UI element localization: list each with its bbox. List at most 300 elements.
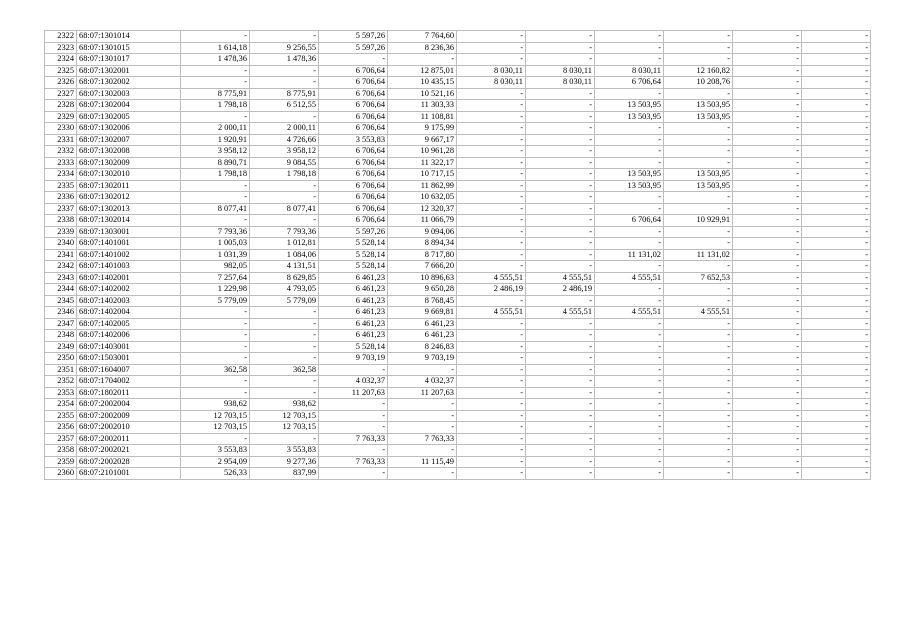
cadastral-number-cell: 68:07:1302007 [77,134,181,146]
row-number-cell: 2354 [45,399,77,411]
value-cell: 6 706,64 [595,77,664,89]
value-cell: - [664,341,733,353]
value-cell: 4 555,51 [526,272,595,284]
value-cell: 11 115,49 [388,456,457,468]
value-cell: - [457,387,526,399]
value-cell: 11 303,33 [388,100,457,112]
value-cell: - [802,330,871,342]
value-cell: - [733,410,802,422]
row-number-cell: 2351 [45,364,77,376]
value-cell: - [526,134,595,146]
value-cell: - [526,456,595,468]
value-cell: - [250,387,319,399]
value-cell: - [802,341,871,353]
value-cell: - [733,456,802,468]
value-cell: 6 706,64 [319,157,388,169]
value-cell: - [457,31,526,43]
value-cell: 10 208,76 [664,77,733,89]
value-cell: - [250,330,319,342]
value-cell: - [526,157,595,169]
value-cell: 12 703,15 [181,422,250,434]
value-cell: - [595,192,664,204]
value-cell: - [595,261,664,273]
value-cell: - [526,468,595,480]
value-cell: 5 528,14 [319,249,388,261]
row-number-cell: 2348 [45,330,77,342]
table-row [45,169,871,181]
value-cell: 11 862,99 [388,180,457,192]
cadastral-number-cell: 68:07:1402001 [77,272,181,284]
value-cell: - [457,249,526,261]
value-cell: 10 521,16 [388,88,457,100]
row-number-cell: 2334 [45,169,77,181]
value-cell: 6 461,23 [319,330,388,342]
table-row [45,364,871,376]
value-cell: 1 478,36 [181,54,250,66]
value-cell: - [733,100,802,112]
value-cell: 11 066,79 [388,215,457,227]
row-number-cell: 2357 [45,433,77,445]
value-cell: - [595,410,664,422]
value-cell: - [733,203,802,215]
value-cell: - [526,88,595,100]
value-cell: - [526,353,595,365]
value-cell: 6 706,64 [319,180,388,192]
value-cell: 526,33 [181,468,250,480]
value-cell: - [733,468,802,480]
value-cell: - [319,399,388,411]
value-cell: 9 277,36 [250,456,319,468]
row-number-cell: 2324 [45,54,77,66]
value-cell: - [250,341,319,353]
value-cell: 1 614,18 [181,42,250,54]
value-cell: - [457,433,526,445]
value-cell: 4 555,51 [664,307,733,319]
value-cell: - [388,468,457,480]
value-cell: 2 000,11 [250,123,319,135]
value-cell: 10 435,15 [388,77,457,89]
value-cell: - [250,77,319,89]
cadastral-number-cell: 68:07:1401001 [77,238,181,250]
value-cell: 3 553,83 [319,134,388,146]
value-cell: - [526,123,595,135]
cadastral-number-cell: 68:07:1402004 [77,307,181,319]
row-number-cell: 2341 [45,249,77,261]
value-cell: - [457,88,526,100]
value-cell: - [526,295,595,307]
value-cell: - [664,376,733,388]
value-cell: - [595,433,664,445]
value-cell: 4 726,66 [250,134,319,146]
cadastral-number-cell: 68:07:1302012 [77,192,181,204]
value-cell: 6 706,64 [319,203,388,215]
value-cell: 362,58 [250,364,319,376]
value-cell: 12 703,15 [250,410,319,422]
value-cell: 8 030,11 [457,77,526,89]
value-cell: - [526,341,595,353]
value-cell: - [733,272,802,284]
value-cell: 6 512,55 [250,100,319,112]
value-cell: - [664,146,733,158]
value-cell: 13 503,95 [664,180,733,192]
table-row [45,238,871,250]
value-cell: - [250,180,319,192]
cadastral-number-cell: 68:07:1301017 [77,54,181,66]
value-cell: - [181,318,250,330]
value-cell: 5 779,09 [181,295,250,307]
cadastral-number-cell: 68:07:1302014 [77,215,181,227]
value-cell: 8 890,71 [181,157,250,169]
value-cell: - [526,31,595,43]
value-cell: - [319,410,388,422]
value-cell: - [664,31,733,43]
value-cell: - [181,180,250,192]
value-cell: 8 717,80 [388,249,457,261]
value-cell: - [733,54,802,66]
value-cell: - [457,399,526,411]
value-cell: - [664,318,733,330]
value-cell: 3 958,12 [181,146,250,158]
value-cell: - [733,111,802,123]
value-cell: - [388,364,457,376]
value-cell: - [457,100,526,112]
value-cell: - [457,318,526,330]
table-row [45,88,871,100]
value-cell: 5 779,09 [250,295,319,307]
value-cell: 12 160,82 [664,65,733,77]
value-cell: - [802,157,871,169]
value-cell: 1 478,36 [250,54,319,66]
value-cell: - [595,399,664,411]
value-cell: - [526,226,595,238]
value-cell: - [181,111,250,123]
value-cell: 13 503,95 [664,169,733,181]
value-cell: - [802,399,871,411]
value-cell: - [733,31,802,43]
value-cell: - [802,180,871,192]
value-cell: - [733,318,802,330]
value-cell: - [664,157,733,169]
value-cell: - [802,422,871,434]
value-cell: - [733,180,802,192]
value-cell: - [802,77,871,89]
value-cell: 7 764,60 [388,31,457,43]
value-cell: - [526,146,595,158]
value-cell: - [526,387,595,399]
value-cell: 4 555,51 [457,272,526,284]
table-row [45,54,871,66]
value-cell: 6 706,64 [319,215,388,227]
cadastral-number-cell: 68:07:2002010 [77,422,181,434]
value-cell: - [526,238,595,250]
value-cell: - [664,422,733,434]
value-cell: 1 798,18 [250,169,319,181]
value-cell: - [526,330,595,342]
row-number-cell: 2356 [45,422,77,434]
cadastral-number-cell: 68:07:1402006 [77,330,181,342]
value-cell: - [250,318,319,330]
value-cell: 938,62 [181,399,250,411]
value-cell: - [733,226,802,238]
value-cell: - [664,88,733,100]
value-cell: - [457,422,526,434]
value-cell: - [457,410,526,422]
table-row [45,203,871,215]
value-cell: - [733,422,802,434]
value-cell: - [526,215,595,227]
table-row [45,399,871,411]
value-cell: - [388,54,457,66]
value-cell: - [457,330,526,342]
value-cell: - [526,410,595,422]
value-cell: - [181,387,250,399]
value-cell: - [802,169,871,181]
value-cell: 938,62 [250,399,319,411]
table-row [45,31,871,43]
value-cell: - [664,284,733,296]
row-number-cell: 2350 [45,353,77,365]
row-number-cell: 2329 [45,111,77,123]
value-cell: - [733,445,802,457]
value-cell: - [802,456,871,468]
value-cell: - [595,146,664,158]
value-cell: - [181,330,250,342]
value-cell: - [733,387,802,399]
table-row [45,42,871,54]
value-cell: - [595,456,664,468]
value-cell: - [457,111,526,123]
value-cell: - [664,42,733,54]
cadastral-number-cell: 68:07:1302008 [77,146,181,158]
row-number-cell: 2325 [45,65,77,77]
cadastral-number-cell: 68:07:1604007 [77,364,181,376]
value-cell: - [388,422,457,434]
value-cell: - [733,261,802,273]
table-row [45,77,871,89]
value-cell: 6 461,23 [319,284,388,296]
row-number-cell: 2346 [45,307,77,319]
cadastral-number-cell: 68:07:1403001 [77,341,181,353]
value-cell: 10 632,05 [388,192,457,204]
value-cell: 7 666,20 [388,261,457,273]
value-cell: 4 555,51 [457,307,526,319]
value-cell: - [802,203,871,215]
value-cell: - [457,376,526,388]
value-cell: - [457,180,526,192]
value-cell: 8 236,36 [388,42,457,54]
value-cell: 4 793,05 [250,284,319,296]
table-row [45,261,871,273]
table-row [45,123,871,135]
row-number-cell: 2323 [45,42,77,54]
value-cell: - [802,410,871,422]
value-cell: - [595,445,664,457]
value-cell: 8 246,83 [388,341,457,353]
row-number-cell: 2335 [45,180,77,192]
table-row [45,387,871,399]
value-cell: - [664,134,733,146]
value-cell: 982,05 [181,261,250,273]
value-cell: - [664,433,733,445]
table-row [45,134,871,146]
row-number-cell: 2337 [45,203,77,215]
value-cell: - [802,42,871,54]
value-cell: - [181,31,250,43]
value-cell: - [802,111,871,123]
value-cell: - [181,376,250,388]
value-cell: 6 461,23 [388,318,457,330]
value-cell: 11 131,02 [664,249,733,261]
value-cell: - [802,295,871,307]
value-cell: - [181,215,250,227]
table-row [45,146,871,158]
value-cell: - [802,433,871,445]
table-row [45,111,871,123]
value-cell: 6 706,64 [319,123,388,135]
value-cell: 5 597,26 [319,42,388,54]
row-number-cell: 2336 [45,192,77,204]
value-cell: - [526,433,595,445]
cadastral-number-cell: 68:07:1302004 [77,100,181,112]
value-cell: - [664,445,733,457]
value-cell: 7 763,33 [319,456,388,468]
value-cell: - [664,456,733,468]
value-cell: 4 555,51 [595,307,664,319]
cadastral-number-cell: 68:07:2002009 [77,410,181,422]
cadastral-number-cell: 68:07:1503001 [77,353,181,365]
table-row [45,330,871,342]
value-cell: - [457,42,526,54]
value-cell: 2 000,11 [181,123,250,135]
value-cell: - [457,123,526,135]
value-cell: 11 207,63 [388,387,457,399]
value-cell: - [181,433,250,445]
row-number-cell: 2352 [45,376,77,388]
value-cell: 2 486,19 [457,284,526,296]
data-table [44,30,871,480]
value-cell: - [595,123,664,135]
cadastral-number-cell: 68:07:1302013 [77,203,181,215]
value-cell: - [733,249,802,261]
value-cell: - [664,468,733,480]
value-cell: - [526,111,595,123]
value-cell: - [388,445,457,457]
row-number-cell: 2353 [45,387,77,399]
value-cell: 5 528,14 [319,341,388,353]
value-cell: 6 706,64 [595,215,664,227]
value-cell: - [319,364,388,376]
value-cell: - [595,422,664,434]
value-cell: 10 961,28 [388,146,457,158]
value-cell: - [802,215,871,227]
cadastral-number-cell: 68:07:1402003 [77,295,181,307]
value-cell: - [595,330,664,342]
value-cell: 6 461,23 [319,272,388,284]
value-cell: - [664,261,733,273]
value-cell: 9 175,99 [388,123,457,135]
row-number-cell: 2328 [45,100,77,112]
value-cell: - [733,330,802,342]
value-cell: - [250,433,319,445]
value-cell: - [733,157,802,169]
value-cell: 6 706,64 [319,88,388,100]
value-cell: - [457,169,526,181]
value-cell: - [526,445,595,457]
cadastral-number-cell: 68:07:1302006 [77,123,181,135]
value-cell: - [595,54,664,66]
value-cell: 10 896,63 [388,272,457,284]
value-cell: - [319,468,388,480]
value-cell: - [595,284,664,296]
table-row [45,215,871,227]
value-cell: 3 553,83 [181,445,250,457]
value-cell: 2 954,09 [181,456,250,468]
value-cell: - [319,445,388,457]
value-cell: - [664,192,733,204]
table-row [45,433,871,445]
value-cell: 7 763,33 [388,433,457,445]
value-cell: - [802,146,871,158]
table-row [45,468,871,480]
value-cell: - [457,146,526,158]
value-cell: - [457,192,526,204]
value-cell: 4 032,37 [319,376,388,388]
value-cell: - [733,65,802,77]
value-cell: - [802,376,871,388]
value-cell: - [802,226,871,238]
value-cell: 6 706,64 [319,77,388,89]
value-cell: 4 555,51 [526,307,595,319]
value-cell: - [802,123,871,135]
value-cell: - [595,31,664,43]
value-cell: - [457,445,526,457]
cadastral-number-cell: 68:07:1303001 [77,226,181,238]
value-cell: - [181,341,250,353]
value-cell: 8 030,11 [526,77,595,89]
value-cell: 1 012,81 [250,238,319,250]
value-cell: - [802,249,871,261]
value-cell: - [457,468,526,480]
value-cell: 4 555,51 [595,272,664,284]
value-cell: - [526,399,595,411]
row-number-cell: 2331 [45,134,77,146]
value-cell: 6 706,64 [319,100,388,112]
value-cell: - [388,399,457,411]
value-cell: 9 094,06 [388,226,457,238]
value-cell: 5 597,26 [319,31,388,43]
value-cell: 7 793,36 [181,226,250,238]
value-cell: - [526,203,595,215]
cadastral-number-cell: 68:07:1301014 [77,31,181,43]
cadastral-number-cell: 68:07:2101001 [77,468,181,480]
value-cell: 13 503,95 [664,111,733,123]
table-row [45,318,871,330]
table-row [45,295,871,307]
value-cell: - [733,42,802,54]
value-cell: 9 650,28 [388,284,457,296]
value-cell: - [733,238,802,250]
value-cell: - [595,353,664,365]
value-cell: - [664,399,733,411]
value-cell: - [733,284,802,296]
value-cell: 6 706,64 [319,192,388,204]
value-cell: - [595,88,664,100]
value-cell: - [733,192,802,204]
value-cell: 1 920,91 [181,134,250,146]
value-cell: - [526,54,595,66]
row-number-cell: 2345 [45,295,77,307]
value-cell: 8 629,85 [250,272,319,284]
